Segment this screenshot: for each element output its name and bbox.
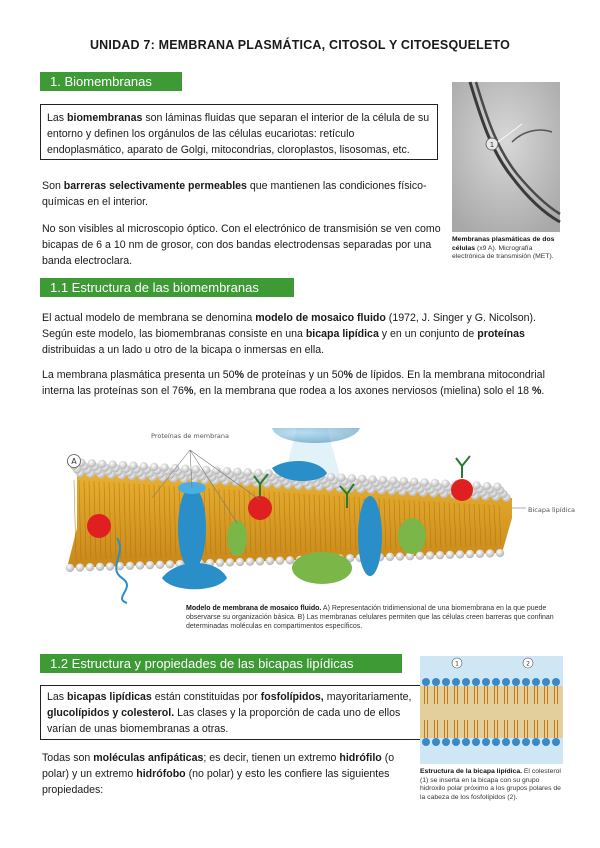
- paragraph-mosaico-fluido: [42, 310, 562, 358]
- definition-box-bicapas: [40, 685, 432, 740]
- phospholipid-head: [502, 738, 510, 746]
- phospholipid-head: [472, 678, 480, 686]
- text-run: , en la membrana que rodea a los axones nerviosos (mielina) solo el 18: [193, 385, 532, 397]
- caption-bold: Estructura de la bicapa lipídica.: [420, 768, 522, 775]
- text-run: Son: [42, 180, 64, 192]
- bilayer-label-2: 2: [526, 660, 530, 668]
- percent-sign: %: [531, 385, 542, 397]
- term-proteinas: proteínas: [477, 328, 525, 340]
- phospholipid-head: [492, 738, 500, 746]
- lipid-head: [181, 465, 189, 473]
- lipid-head: [98, 460, 106, 468]
- section-heading-estructura: 1.1 Estructura de las biomembranas: [40, 278, 294, 297]
- lipid-head: [286, 556, 294, 564]
- phospholipid-head: [512, 738, 520, 746]
- phospholipid-head: [532, 738, 540, 746]
- lipid-head: [136, 561, 144, 569]
- lipid-head: [236, 558, 244, 566]
- text-run: (o polar) y un extremo: [42, 752, 395, 780]
- caption-bold: Membranas plasmáticas de dos células: [452, 236, 555, 252]
- lipid-head: [212, 466, 220, 474]
- phospholipid-head: [422, 678, 430, 686]
- phospholipid-head: [512, 678, 520, 686]
- lipid-head: [86, 563, 94, 571]
- lipid-head: [400, 477, 408, 485]
- term-hidrofilo: hidrófilo: [339, 752, 382, 764]
- lipid-head: [226, 558, 234, 566]
- page-title: UNIDAD 7: MEMBRANA PLASMÁTICA, CITOSOL Y CITOESQUELETO: [89, 38, 511, 52]
- lipid-head: [150, 463, 158, 471]
- lipid-head: [476, 550, 484, 558]
- lipid-head: [379, 476, 387, 484]
- blue-channel-protein: [358, 496, 382, 576]
- lipid-head: [156, 561, 164, 569]
- phospholipid-head: [442, 678, 450, 686]
- term-bicapas: bicapas lipídicas: [67, 691, 152, 703]
- lipid-head: [358, 475, 366, 483]
- term-biomembranas: biomembranas: [67, 112, 143, 124]
- bilayer-illustration: [420, 656, 563, 764]
- term-hidrofobo: hidrófobo: [136, 768, 186, 780]
- term-mosaico: modelo de mosaico fluido: [255, 312, 386, 324]
- term-barreras: barreras selectivamente permeables: [63, 180, 247, 192]
- lipid-head: [441, 479, 449, 487]
- text-run: (no polar) y esto les confiere las siguientes propiedades:: [42, 768, 390, 796]
- lipid-head: [368, 475, 376, 483]
- phospholipid-head: [432, 738, 440, 746]
- lipid-head: [129, 462, 137, 470]
- bilayer-figure: [420, 656, 563, 764]
- lipid-head: [119, 461, 127, 469]
- lipid-head: [254, 469, 262, 477]
- lipid-head: [348, 474, 356, 482]
- text-run: Las: [47, 112, 68, 124]
- micrograph-caption: [452, 236, 564, 262]
- lipid-head: [108, 460, 116, 468]
- definition-box-biomembranas: [40, 104, 438, 160]
- lipid-head: [483, 482, 491, 490]
- lipid-head: [192, 465, 200, 473]
- phospholipid-head: [452, 678, 460, 686]
- phospholipid-head: [552, 678, 560, 686]
- lipid-head: [446, 551, 454, 559]
- text-run: Las clases y la proporción de cada uno de ellos varían de unas biomembranas a otras.: [47, 707, 401, 735]
- phospholipid-head: [462, 738, 470, 746]
- lipid-head: [396, 552, 404, 560]
- phospholipid-head: [492, 678, 500, 686]
- lipid-head: [486, 549, 494, 557]
- lipid-head: [276, 556, 284, 564]
- fluid-mosaic-figure: [42, 428, 576, 603]
- bilayer-caption: [420, 768, 565, 802]
- lipid-head: [96, 563, 104, 571]
- lipid-head: [466, 550, 474, 558]
- text-run: (1972, J. Singer y G. Nicolson). Según este modelo, las biomembranas consiste en una: [42, 312, 536, 340]
- phospholipid-head: [442, 738, 450, 746]
- bilayer-label-1: 1: [455, 660, 459, 668]
- phospholipid-head: [542, 738, 550, 746]
- lipid-head: [88, 459, 96, 467]
- lipid-head: [256, 557, 264, 565]
- paragraph-anfipaticas: [42, 750, 414, 798]
- green-protein: [398, 518, 426, 554]
- phospholipid-head: [422, 738, 430, 746]
- label-proteinas-text: Proteínas de membrana: [151, 432, 229, 440]
- caption-rest: A) Representación tridimensional de una biomembrana en la que puede observarse su organización básica. B) Las membranas celulares permiten que las células creen barreras que confinan determinadas moléculas en compartimentos específicos.: [186, 605, 554, 630]
- text-run: Las: [47, 691, 68, 703]
- text-run: distribuidas a un lado u otro de la bicapa o inmersas en ella.: [42, 344, 325, 356]
- text-run: mayoritariamente,: [323, 691, 412, 703]
- lipid-head: [410, 478, 418, 486]
- section-heading-biomembranas: 1. Biomembranas: [40, 72, 182, 91]
- caption-rest: (x9 A). Micrografía electrónica de transmisión (MET).: [452, 244, 554, 260]
- label-proteinas: [151, 432, 229, 440]
- lipid-head: [246, 557, 254, 565]
- term-bicapa: bicapa lipídica: [305, 328, 379, 340]
- text-run: están constituidas por: [151, 691, 261, 703]
- lipid-head: [216, 559, 224, 567]
- red-protein: [451, 479, 473, 501]
- figure-caption-mosaico: [186, 604, 562, 631]
- green-protein: [292, 552, 352, 584]
- red-protein: [87, 514, 111, 538]
- lipid-head: [426, 551, 434, 559]
- phospholipid-head: [522, 738, 530, 746]
- blue-integral-protein: [178, 486, 206, 570]
- lipid-head: [327, 473, 335, 481]
- term-glucolipidos: glucolípidos y colesterol.: [47, 707, 175, 719]
- phospholipid-head: [472, 738, 480, 746]
- micrograph-label: 1: [489, 141, 495, 149]
- micrograph-image: [452, 82, 560, 232]
- text-run: .: [541, 385, 545, 397]
- phospholipid-head: [532, 678, 540, 686]
- lipid-head: [472, 481, 480, 489]
- phospholipid-head: [452, 738, 460, 746]
- lipid-head: [233, 468, 241, 476]
- lipid-head: [146, 561, 154, 569]
- term-fosfolipidos: fosfolípidos,: [260, 691, 324, 703]
- phospholipid-head: [462, 678, 470, 686]
- caption-bold: Modelo de membrana de mosaico fluido.: [186, 605, 322, 612]
- paragraph-porcentajes: [42, 367, 562, 399]
- caption-rest: El colesterol (1) se inserta en la bicapa con su grupo hidroxilo polar próximo a los grupos polares de la cabeza de los fosfolípidos (2).: [420, 768, 561, 801]
- red-protein: [248, 496, 272, 520]
- text-run: de lípidos. En la membrana mitocondrial interna las proteínas son el 76: [42, 369, 545, 397]
- percent-sign: %: [343, 369, 353, 381]
- membrane-illustration: [42, 428, 576, 603]
- lipid-head: [202, 466, 210, 474]
- phospholipid-head: [482, 738, 490, 746]
- lipid-head: [337, 473, 345, 481]
- section-heading-bicapas: 1.2 Estructura y propiedades de las bicapas lipídicas: [40, 654, 402, 673]
- phospholipid-head: [522, 678, 530, 686]
- lipid-head: [496, 549, 504, 557]
- lipid-head: [420, 478, 428, 486]
- lipid-head: [126, 562, 134, 570]
- percent-sign: %: [183, 385, 194, 397]
- phospholipid-head: [432, 678, 440, 686]
- text-run: ; es decir, tienen un extremo: [203, 752, 340, 764]
- text-run: son láminas fluidas que separan el interior de la célula de su entorno y definen los orgánulos de las células eucariotas: retículo endoplasmático, aparato de Golgi, mitocondrias, cloroplastos, lisosomas, etc.: [47, 112, 430, 156]
- text-run: que mantienen las condiciones físico-químicas en el interior.: [42, 180, 427, 208]
- lipid-head: [140, 462, 148, 470]
- text-run: El actual modelo de membrana se denomina: [42, 312, 256, 324]
- label-bicapa: Bicapa lipídica: [528, 506, 576, 514]
- lipid-head: [244, 468, 252, 476]
- text-run: de proteínas y un 50: [244, 369, 344, 381]
- phospholipid-head: [552, 738, 560, 746]
- lipid-head: [416, 552, 424, 560]
- lipid-head: [493, 482, 501, 490]
- lipid-head: [436, 551, 444, 559]
- lipid-head: [431, 479, 439, 487]
- figure-label-a: A: [71, 457, 77, 466]
- green-protein: [227, 520, 247, 556]
- phospholipid-head: [542, 678, 550, 686]
- micrograph-drawing: [452, 82, 560, 232]
- lipid-head: [456, 550, 464, 558]
- text-run: y en un conjunto de: [378, 328, 478, 340]
- lipid-head: [106, 562, 114, 570]
- lipid-head: [166, 560, 174, 568]
- paragraph-microscopio: No son visibles al microscopio óptico. Con el electrónico de transmisión se ven como bicapas de 6 a 10 nm de grosor, con dos bandas electrodensas separadas por una banda electroclara.: [42, 223, 441, 267]
- lipid-head: [66, 564, 74, 572]
- lipid-head: [160, 463, 168, 471]
- lipid-head: [76, 563, 84, 571]
- text-run: Todas son: [42, 752, 94, 764]
- percent-sign: %: [234, 369, 244, 381]
- text-run: La membrana plasmática presenta un 50: [42, 369, 235, 381]
- lipid-head: [266, 557, 274, 565]
- term-anfipaticas: moléculas anfipáticas: [93, 752, 204, 764]
- phospholipid-head: [502, 678, 510, 686]
- lipid-head: [389, 476, 397, 484]
- paragraph-barreras: [42, 178, 432, 210]
- phospholipid-head: [482, 678, 490, 686]
- lipid-head: [386, 553, 394, 561]
